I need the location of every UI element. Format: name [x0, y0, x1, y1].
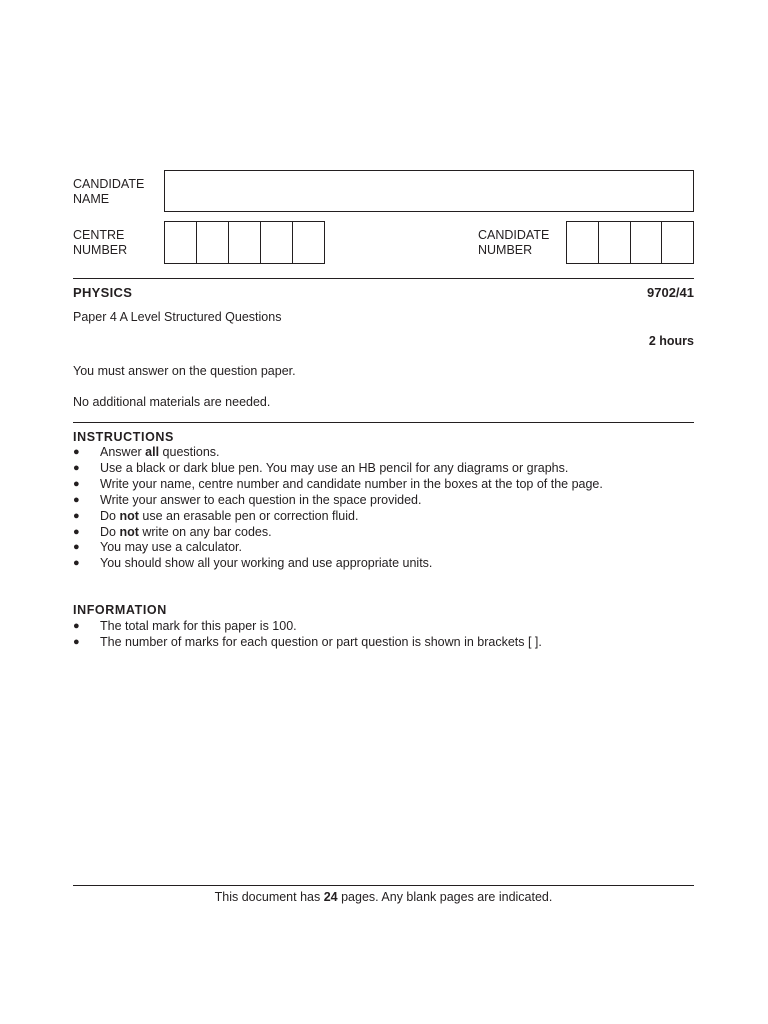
answer-note: You must answer on the question paper. [73, 364, 296, 378]
divider-top [73, 278, 694, 279]
paper-duration: 2 hours [648, 334, 694, 348]
bullet-icon: ● [73, 461, 80, 474]
instructions-item-emphasis: all [145, 445, 160, 459]
bullet-icon: ● [73, 557, 80, 570]
instructions-item [73, 509, 603, 525]
bullet-icon: ● [73, 525, 80, 538]
instructions-item [73, 461, 603, 477]
instructions-item [73, 477, 603, 493]
centre-number-boxes [164, 221, 325, 264]
instructions-item-text: You may use a calculator. [100, 540, 242, 555]
subject-title: PHYSICS [73, 285, 133, 300]
candidate-number-cell[interactable] [599, 222, 631, 263]
candidate-number-label-line2: NUMBER [478, 243, 533, 257]
paper-title: Paper 4 A Level Structured Questions [73, 310, 282, 324]
instructions-item [73, 556, 603, 572]
instructions-list [73, 445, 603, 572]
centre-number-label [73, 228, 127, 258]
divider-bottom [73, 885, 694, 886]
instructions-item-text-end: write on any bar codes. [138, 524, 272, 539]
centre-number-cell[interactable] [261, 222, 293, 263]
candidate-number-cell[interactable] [662, 222, 693, 263]
candidate-name-field[interactable] [164, 170, 694, 212]
instructions-item-text-end: questions. [159, 445, 220, 459]
candidate-name-label [73, 177, 144, 207]
instructions-item [73, 525, 603, 541]
footer-note [73, 890, 694, 904]
information-item-text: The total mark for this paper is 100. [100, 619, 297, 633]
instructions-item-text-end: use an erasable pen or correction fluid. [138, 508, 359, 523]
candidate-number-cell[interactable] [567, 222, 599, 263]
centre-number-cell[interactable] [165, 222, 197, 263]
candidate-name-label-line2: NAME [73, 192, 110, 206]
instructions-item-emphasis: not [119, 524, 139, 539]
candidate-number-boxes [566, 221, 694, 264]
bullet-icon: ● [73, 477, 80, 490]
instructions-item-text: Do [100, 524, 120, 539]
instructions-item-text: Write your answer to each question in the space provided. [100, 492, 422, 507]
instructions-item [73, 493, 603, 509]
instructions-item-emphasis: not [119, 508, 139, 523]
materials-note: No additional materials are needed. [73, 395, 271, 409]
bullet-icon: ● [73, 509, 80, 522]
centre-number-cell[interactable] [197, 222, 229, 263]
candidate-name-label-line1: CANDIDATE [73, 177, 145, 191]
instructions-item-text: Answer [100, 445, 146, 459]
instructions-heading: INSTRUCTIONS [73, 430, 174, 444]
candidate-number-cell[interactable] [631, 222, 663, 263]
footer-text-start: This document has [214, 890, 324, 904]
candidate-number-label [478, 228, 549, 258]
bullet-icon: ● [73, 541, 80, 554]
paper-code: 9702/41 [647, 285, 694, 300]
centre-number-label-line2: NUMBER [73, 243, 128, 257]
centre-number-cell[interactable] [229, 222, 261, 263]
instructions-item-text: Write your name, centre number and candidate number in the boxes at the top of the page. [100, 476, 603, 491]
bullet-icon: ● [73, 493, 80, 506]
information-item-text: The number of marks for each question or part question is shown in brackets [ ]. [100, 634, 542, 649]
instructions-item-text: Use a black or dark blue pen. You may use an HB pencil for any diagrams or graphs. [100, 460, 569, 475]
information-item [73, 619, 542, 635]
instructions-item [73, 445, 603, 461]
divider-middle [73, 422, 694, 423]
information-list [73, 619, 542, 651]
instructions-item-text: Do [100, 508, 120, 523]
instructions-item [73, 540, 603, 556]
information-item [73, 635, 542, 651]
bullet-icon: ● [73, 620, 80, 632]
bullet-icon: ● [73, 446, 80, 458]
candidate-number-label-line1: CANDIDATE [478, 228, 550, 242]
footer-page-count: 24 [323, 890, 338, 904]
centre-number-label-line1: CENTRE [73, 228, 125, 242]
instructions-item-text: You should show all your working and use appropriate units. [100, 556, 433, 571]
centre-number-cell[interactable] [293, 222, 324, 263]
bullet-icon: ● [73, 635, 80, 648]
information-heading: INFORMATION [73, 603, 167, 617]
footer-text-end: pages. Any blank pages are indicated. [337, 890, 553, 904]
